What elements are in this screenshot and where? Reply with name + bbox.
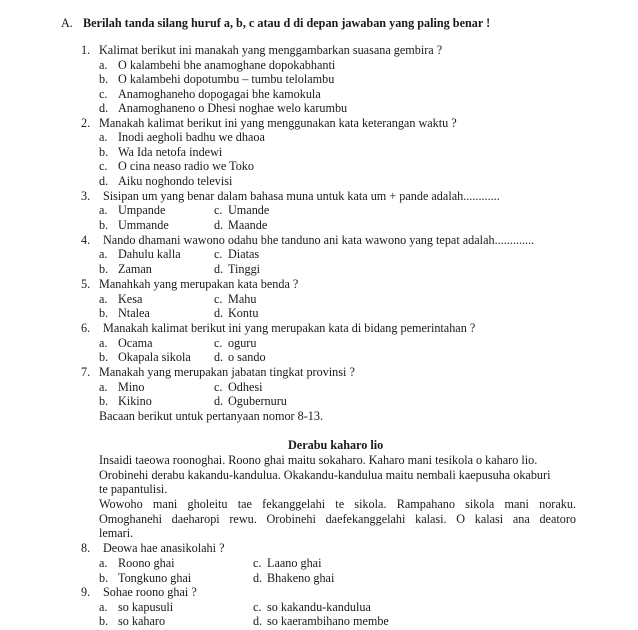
option-letter: b. bbox=[99, 218, 109, 232]
option-text: Kesa bbox=[118, 292, 143, 306]
option-letter: b. bbox=[99, 72, 109, 86]
question-number: 8. bbox=[81, 541, 91, 555]
option-letter: c. bbox=[253, 556, 262, 570]
option-letter: c. bbox=[214, 247, 223, 261]
option-text: Inodi aegholi badhu we dhaoa bbox=[118, 130, 265, 144]
option-letter: c. bbox=[99, 159, 108, 173]
option-letter: c. bbox=[99, 87, 108, 101]
question-number: 2. bbox=[81, 116, 91, 130]
option-letter: a. bbox=[99, 58, 108, 72]
passage-line: te papantulisi. bbox=[99, 482, 168, 496]
question-number: 4. bbox=[81, 233, 91, 247]
question-number: 7. bbox=[81, 365, 91, 379]
option-letter: a. bbox=[99, 130, 108, 144]
passage-line: Insaidi taeowa roonoghai. Roono ghai maitu sokaharo. Kaharo mani tesikola o kaharo lio. bbox=[99, 453, 538, 467]
option-text: Ocama bbox=[118, 336, 153, 350]
option-text: so kaerambihano membe bbox=[267, 614, 389, 628]
option-text: Anamoghaneno o Dhesi noghae welo karumbu bbox=[118, 101, 348, 115]
option-text: Roono ghai bbox=[118, 556, 175, 570]
section-letter: A. bbox=[61, 16, 73, 30]
option-text: Mahu bbox=[228, 292, 257, 306]
option-letter: b. bbox=[99, 571, 109, 585]
question-text: Manakah yang merupakan jabatan tingkat provinsi ? bbox=[99, 365, 355, 379]
option-letter: a. bbox=[99, 203, 108, 217]
passage-line: lemari. bbox=[99, 526, 134, 540]
option-letter: d. bbox=[214, 262, 224, 276]
option-letter: b. bbox=[99, 306, 109, 320]
option-letter: c. bbox=[214, 336, 223, 350]
question-text: Sisipan um yang benar dalam bahasa muna untuk kata um + pande adalah............ bbox=[103, 189, 500, 203]
question-text: Kalimat berikut ini manakah yang menggambarkan suasana gembira ? bbox=[99, 43, 443, 57]
option-text: O kalambehi bhe anamoghane dopokabhanti bbox=[118, 58, 336, 72]
option-text: o sando bbox=[228, 350, 266, 364]
option-text: so kapusuli bbox=[118, 600, 174, 614]
option-text: Tinggi bbox=[228, 262, 261, 276]
option-letter: a. bbox=[99, 292, 108, 306]
option-letter: c. bbox=[253, 600, 262, 614]
question-text: Manakah kalimat berikut ini yang merupakan kata di bidang pemerintahan ? bbox=[103, 321, 476, 335]
option-letter: b. bbox=[99, 394, 109, 408]
option-letter: d. bbox=[214, 218, 224, 232]
option-letter: d. bbox=[214, 306, 224, 320]
option-letter: a. bbox=[99, 247, 108, 261]
option-text: Ummande bbox=[118, 218, 169, 232]
option-letter: d. bbox=[253, 571, 263, 585]
option-letter: d. bbox=[253, 614, 263, 628]
question-number: 1. bbox=[81, 43, 91, 57]
option-letter: c. bbox=[214, 292, 223, 306]
question-number: 3. bbox=[81, 189, 91, 203]
option-letter: a. bbox=[99, 336, 108, 350]
option-letter: c. bbox=[214, 203, 223, 217]
option-letter: c. bbox=[214, 380, 223, 394]
option-letter: a. bbox=[99, 556, 108, 570]
option-letter: a. bbox=[99, 600, 108, 614]
option-text: Anamoghaneho dopogagai bhe kamokula bbox=[118, 87, 321, 101]
option-letter: b. bbox=[99, 262, 109, 276]
option-text: Dahulu kalla bbox=[118, 247, 181, 261]
option-letter: b. bbox=[99, 350, 109, 364]
question-number: 6. bbox=[81, 321, 91, 335]
option-letter: b. bbox=[99, 145, 109, 159]
option-text: Laano ghai bbox=[267, 556, 322, 570]
option-text: O cina neaso radio we Toko bbox=[118, 159, 254, 173]
option-text: O kalambehi dopotumbu – tumbu telolambu bbox=[118, 72, 335, 86]
option-text: Bhakeno ghai bbox=[267, 571, 335, 585]
option-letter: a. bbox=[99, 380, 108, 394]
option-letter: d. bbox=[99, 101, 109, 115]
question-text: Manakah kalimat berikut ini yang menggunakan kata keterangan waktu ? bbox=[99, 116, 457, 130]
option-text: oguru bbox=[228, 336, 257, 350]
passage-line: Wowoho mani gholeitu tae fekanggelahi te sikola. Rampahano sikola mani noraku. bbox=[99, 497, 576, 511]
question-text: Manahkah yang merupakan kata benda ? bbox=[99, 277, 299, 291]
question-text: Nando dhamani wawono odahu bhe tanduno ani kata wawono yang tepat adalah............. bbox=[103, 233, 535, 247]
option-text: Mino bbox=[118, 380, 145, 394]
option-text: Ntalea bbox=[118, 306, 150, 320]
option-text: Okapala sikola bbox=[118, 350, 191, 364]
option-text: so kakandu-kandulua bbox=[267, 600, 371, 614]
option-text: Kontu bbox=[228, 306, 259, 320]
passage-line: Orobinehi derabu kakandu-kandulua. Okakandu-kandulua maitu nembali kaepusuha okaburi bbox=[99, 468, 551, 482]
option-letter: d. bbox=[214, 394, 224, 408]
option-text: Wa Ida netofa indewi bbox=[118, 145, 223, 159]
reading-intro: Bacaan berikut untuk pertanyaan nomor 8-13. bbox=[99, 409, 324, 423]
question-text: Deowa hae anasikolahi ? bbox=[103, 541, 225, 555]
option-text: Ogubernuru bbox=[228, 394, 287, 408]
option-text: Tongkuno ghai bbox=[118, 571, 192, 585]
option-text: Zaman bbox=[118, 262, 152, 276]
question-number: 5. bbox=[81, 277, 91, 291]
passage-title: Derabu kaharo lio bbox=[288, 438, 384, 452]
option-text: so kaharo bbox=[118, 614, 166, 628]
option-text: Umande bbox=[228, 203, 270, 217]
passage-line: Omoghanehi daeharopi rewu. Orobinehi daefekanggelahi kalasi. O kalasi ana deatoro bbox=[99, 512, 576, 526]
option-text: Aiku noghondo televisi bbox=[118, 174, 233, 188]
option-letter: b. bbox=[99, 614, 109, 628]
option-text: Kikino bbox=[118, 394, 152, 408]
option-text: Umpande bbox=[118, 203, 166, 217]
option-text: Maande bbox=[228, 218, 268, 232]
question-text: Sohae roono ghai ? bbox=[103, 585, 197, 599]
option-letter: d. bbox=[214, 350, 224, 364]
option-letter: d. bbox=[99, 174, 109, 188]
section-instruction: Berilah tanda silang huruf a, b, c atau d di depan jawaban yang paling benar ! bbox=[83, 16, 491, 30]
option-text: Odhesi bbox=[228, 380, 263, 394]
question-number: 9. bbox=[81, 585, 91, 599]
option-text: Diatas bbox=[228, 247, 260, 261]
